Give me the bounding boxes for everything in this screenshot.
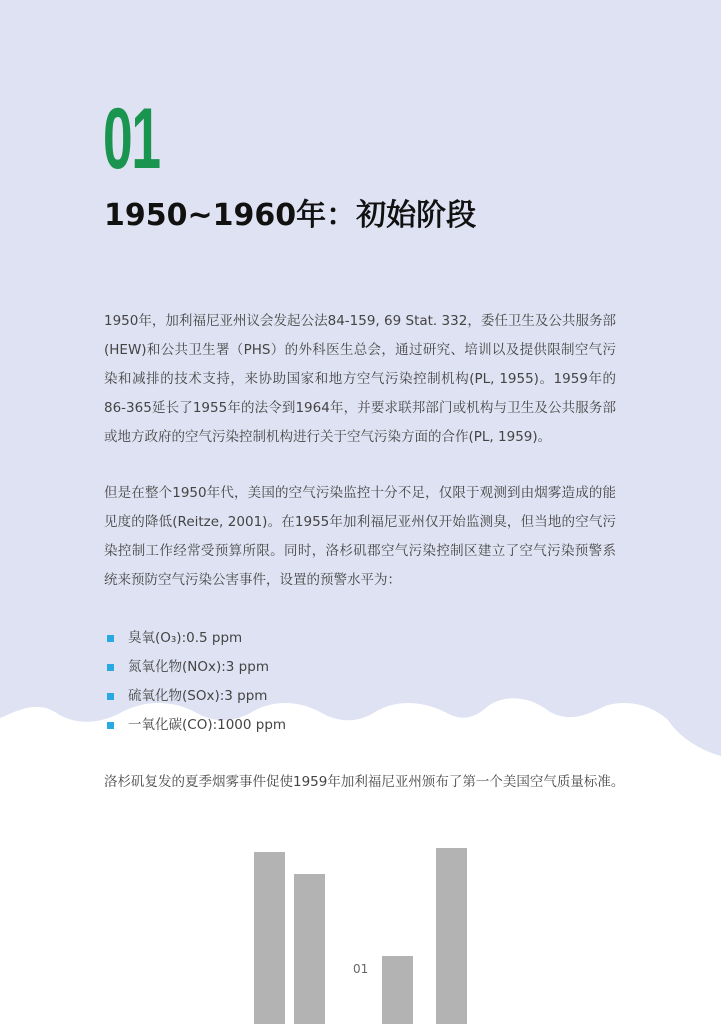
bullet-square-icon [107,635,114,642]
chart-bar-4 [436,848,467,1024]
alert-level-list [107,624,286,740]
alert-level-label: 一氧化碳(CO):1000 ppm [128,717,287,733]
alert-level-label: 氮氧化物(NOx):3 ppm [128,659,269,675]
chart-bar-3 [382,956,413,1024]
alert-level-label: 臭氧(O₃):0.5 ppm [128,630,243,646]
section-number: 01 [103,91,160,187]
list-item [107,624,286,653]
page-title: 1950~1960年：初始阶段 [104,198,477,233]
chart-bar-1 [254,852,285,1024]
chart-bar-2 [294,874,325,1024]
page-number: 01 [353,962,369,976]
bullet-square-icon [107,664,114,671]
list-item [107,682,286,711]
closing-sentence: 洛杉矶复发的夏季烟雾事件促使1959年加利福尼亚州颁布了第一个美国空气质量标准。 [104,774,625,790]
list-item [107,711,286,740]
paragraph-1: 1950年，加利福尼亚州议会发起公法84-159, 69 Stat. 332，委任卫生及公共服务部(HEW)和公共卫生署（PHS）的外科医生总会，通过研究、培训以及提供限制空气污染和减排的技术支持，来协助国家和地方空气污染控制机构(PL, 1955)。1959年的86-365延长了1955年的法令到1964年，并要求联邦部门或机构与卫生及公共服务部或地方政府的空气污染控制机构进行关于空气污染方面的合作(PL, 1959)。 [104,313,616,445]
alert-level-label: 硫氧化物(SOx):3 ppm [128,688,268,704]
list-item [107,653,286,682]
paragraph-2: 但是在整个1950年代，美国的空气污染监控十分不足，仅限于观测到由烟雾造成的能见度的降低(Reitze, 2001)。在1955年加利福尼亚州仅开始监测臭，但当地的空气污染控制工作经常受预算所限。同时，洛杉矶郡空气污染控制区建立了空气污染预警系统来预防空气污染公害事件，设置的预警水平为： [104,485,616,588]
bullet-square-icon [107,693,114,700]
bullet-square-icon [107,722,114,729]
